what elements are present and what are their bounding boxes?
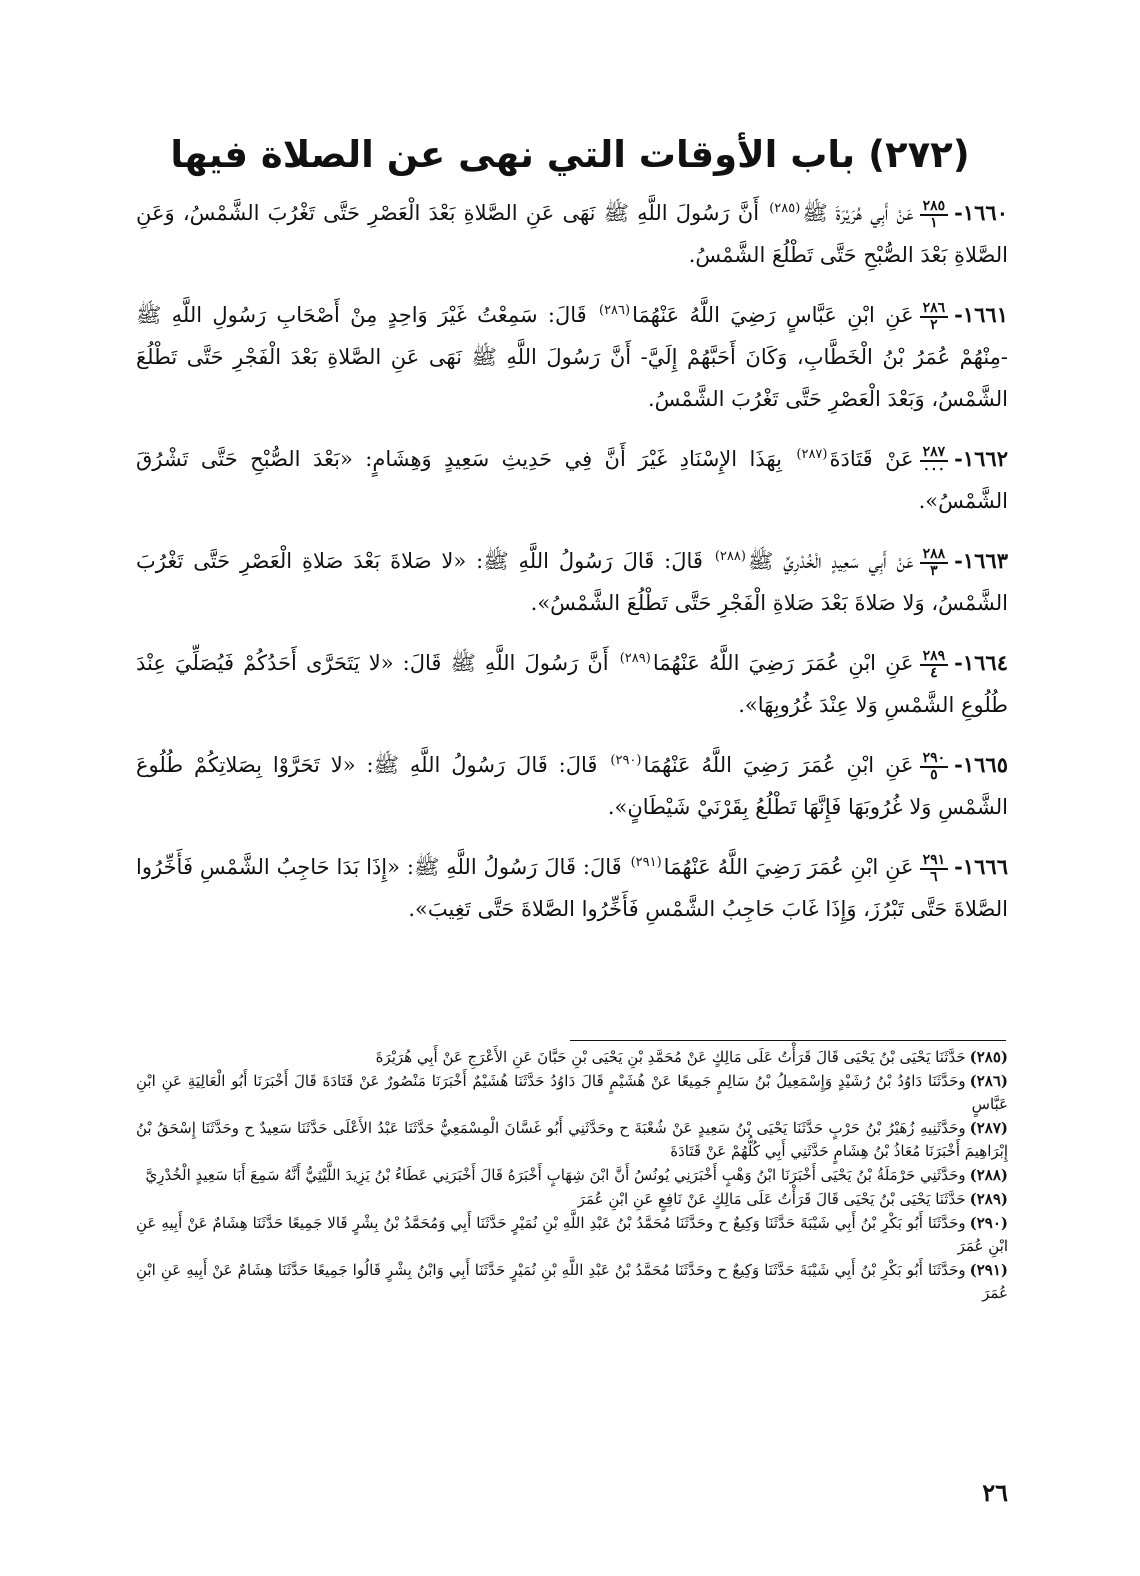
hadith-number: ١٦٦٤- (954, 650, 1008, 675)
footnote-number: (٢٨٥) (969, 1048, 1008, 1066)
hadith-number: ١٦٦٦- (954, 854, 1008, 879)
footnote-number: (٢٩١) (969, 1261, 1008, 1279)
hadith-text: قَالَ: قَالَ رَسُولُ اللَّهِ ﷺ: «لا تَحَرَّوْا بِصَلاتِكُمْ طُلُوعَ الشَّمْسِ وَلا غُرُوبَهَا فَإِنَّهَا تَطْلُعُ بِقَرْنَيْ شَيْطَانٍ». (136, 753, 1008, 819)
footnote-number: (٢٨٩) (969, 1190, 1008, 1208)
hadith-narrator: عَنْ أَبِي سَعِيدٍ الْخُدْرِيِّ ﷺ (747, 549, 914, 573)
hadith-fraction (920, 853, 949, 885)
fraction-top: ٢٨٩ (920, 649, 949, 666)
hadith-narrator: عَنِ ابْنِ عَبَّاسٍ رَضِيَ اللَّهُ عَنْهُمَا (632, 303, 914, 327)
hadith-narrator: عَنْ أَبِي هُرَيْرَةَ ﷺ (802, 201, 914, 225)
hadith (136, 638, 1008, 726)
hadith (136, 434, 1008, 522)
footnote-reference: (٢٨٩) (619, 651, 651, 666)
footnote-number: (٢٨٧) (969, 1119, 1008, 1137)
footnote-reference: (٢٨٦) (598, 303, 631, 318)
hadith (136, 740, 1008, 828)
footnote (136, 1259, 1008, 1305)
hadith-text: قَالَ: سَمِعْتُ غَيْرَ وَاحِدٍ مِنْ أَصْحَابِ رَسُولِ اللَّهِ ﷺ -مِنْهُمْ عُمَرُ بْنُ الْخَطَّابِ، وَكَانَ أَحَبَّهُمْ إِلَيَّ- أَنَّ رَسُولَ اللَّهِ ﷺ نَهَى عَنِ الصَّلاةِ بَعْدَ الْفَجْرِ حَتَّى تَطْلُعَ الشَّمْسُ، وَبَعْدَ الْعَصْرِ حَتَّى تَغْرُبَ الشَّمْسُ. (136, 303, 1008, 411)
hadith-text: أَنَّ رَسُولَ اللَّهِ ﷺ قَالَ: «لا يَتَحَرَّى أَحَدُكُمْ فَيُصَلِّيَ عِنْدَ طُلُوعِ الشَّمْسِ وَلا عِنْدَ غُرُوبِهَا». (136, 651, 1008, 717)
fraction-top: ٢٨٦ (920, 301, 949, 318)
hadith-fraction (920, 649, 949, 681)
hadith-list (136, 188, 1008, 944)
fraction-top: ٢٩١ (920, 853, 949, 870)
footnote-number: (٢٨٦) (969, 1072, 1008, 1090)
footnote-number: (٢٩٠) (969, 1214, 1008, 1232)
fraction-top: ٢٨٥ (920, 199, 949, 216)
footnote (136, 1070, 1008, 1116)
fraction-bottom: ٢ (930, 316, 938, 333)
hadith-fraction (920, 301, 949, 333)
hadith-narrator: عَنِ ابْنِ عُمَرَ رَضِيَ اللَّهُ عَنْهُمَا (663, 855, 914, 879)
fraction-bottom: ٣ (930, 562, 938, 579)
hadith-number: ١٦٦٥- (954, 752, 1008, 777)
hadith-text: أَنَّ رَسُولَ اللَّهِ ﷺ نَهَى عَنِ الصَّلاةِ بَعْدَ الْعَصْرِ حَتَّى تَغْرُبَ الشَّمْسُ، وَعَنِ الصَّلاةِ بَعْدَ الصُّبْحِ حَتَّى تَطْلُعَ الشَّمْسُ. (136, 201, 1008, 267)
hadith-number: ١٦٦٢- (954, 446, 1008, 471)
fraction-bottom: ١ (930, 214, 938, 231)
footnote-separator (570, 1040, 1006, 1041)
hadith (136, 188, 1008, 276)
fraction-top: ٢٩٠ (920, 751, 949, 768)
page-number: ٢٦ (982, 1478, 1008, 1507)
fraction-bottom: ٥ (930, 766, 938, 783)
footnote-reference: (٢٨٧) (796, 447, 828, 462)
hadith-fraction (920, 199, 949, 231)
footnote (136, 1046, 1008, 1069)
footnote-text: وحَدَّثَنَا أَبُو بَكْرِ بْنُ أَبِي شَيْبَةَ حَدَّثَنَا وَكِيعٌ ح وحَدَّثَنَا مُحَمَّدُ بْنُ عَبْدِ اللَّهِ بْنِ نُمَيْرٍ حَدَّثَنَا أَبِي وَابْنُ بِشْرٍ قَالُوا جَمِيعًا حَدَّثَنَا هِشَامٌ عَنْ أَبِيهِ عَنِ ابْنِ عُمَرَ (136, 1261, 1008, 1302)
hadith-text: قَالَ: قَالَ رَسُولُ اللَّهِ ﷺ: «إِذَا بَدَا حَاجِبُ الشَّمْسِ فَأَخِّرُوا الصَّلاةَ حَتَّى تَبْرُزَ، وَإِذَا غَابَ حَاجِبُ الشَّمْسِ فَأَخِّرُوا الصَّلاةَ حَتَّى تَغِيبَ». (136, 855, 1008, 921)
hadith-fraction (920, 547, 949, 579)
hadith (136, 290, 1008, 420)
hadith-fraction (920, 751, 949, 783)
hadith-narrator: عَنِ ابْنِ عُمَرَ رَضِيَ اللَّهُ عَنْهُمَا (652, 651, 914, 675)
hadith (136, 842, 1008, 930)
footnote (136, 1117, 1008, 1163)
footnote-text: وحَدَّثَنِي حَرْمَلَةُ بْنُ يَحْيَى أَخْبَرَنَا ابْنُ وَهْبٍ أَخْبَرَنِي يُونُسُ أَنَّ ابْنَ شِهَابٍ أَخْبَرَهُ قَالَ أَخْبَرَنِي عَطَاءُ بْنُ يَزِيدَ اللَّيْثِيُّ أَنَّهُ سَمِعَ أَبَا سَعِيدٍ الْخُدْرِيَّ (145, 1166, 966, 1184)
footnote-list (136, 1046, 1008, 1306)
fraction-bottom: ٤ (930, 664, 938, 681)
footnote (136, 1212, 1008, 1258)
fraction-top: ٢٨٧ (920, 445, 949, 462)
footnote-text: حَدَّثَنَا يَحْيَى بْنُ يَحْيَى قَالَ قَرَأْتُ عَلَى مَالِكٍ عَنْ نَافِعٍ عَنِ ابْنِ عُمَرَ (577, 1190, 966, 1208)
fraction-bottom: ٠٠٠ (922, 460, 946, 477)
chapter-title: (٢٧٢) باب الأوقات التي نهى عن الصلاة فيها (170, 132, 970, 176)
footnote-reference: (٢٩٠) (610, 753, 642, 768)
footnote-text: وحَدَّثَنِيهِ زُهَيْرُ بْنُ حَرْبٍ حَدَّثَنَا يَحْيَى بْنُ سَعِيدٍ عَنْ شُعْبَةَ ح وحَدَّثَنِي أَبُو غَسَّانَ الْمِسْمَعِيُّ حَدَّثَنَا عَبْدُ الأَعْلَى حَدَّثَنَا سَعِيدٌ ح وحَدَّثَنَا إِسْحَقُ بْنُ إِبْرَاهِيمَ أَخْبَرَنَا مُعَاذُ بْنُ هِشَامٍ حَدَّثَنِي أَبِي كُلُّهُمْ عَنْ قَتَادَةَ (136, 1119, 1008, 1160)
footnote-reference: (٢٨٥) (769, 201, 801, 216)
hadith-fraction (920, 445, 949, 477)
hadith (136, 536, 1008, 624)
hadith-narrator: عَنْ قَتَادَةَ (829, 447, 914, 471)
footnote (136, 1164, 1008, 1187)
hadith-number: ١٦٦٣- (954, 548, 1008, 573)
footnote-reference: (٢٩١) (630, 855, 662, 870)
hadith-text: بِهَذَا الإِسْنَادِ غَيْرَ أَنَّ فِي حَدِيثِ سَعِيدٍ وَهِشَامٍ: «بَعْدَ الصُّبْحِ حَتَّى تَشْرُقَ الشَّمْسُ». (136, 447, 1008, 513)
hadith-text: قَالَ: قَالَ رَسُولُ اللَّهِ ﷺ: «لا صَلاةَ بَعْدَ صَلاةِ الْعَصْرِ حَتَّى تَغْرُبَ الشَّمْسُ، وَلا صَلاةَ بَعْدَ صَلاةِ الْفَجْرِ حَتَّى تَطْلُعَ الشَّمْسُ». (136, 549, 1008, 615)
footnote-text: وحَدَّثَنَا أَبُو بَكْرِ بْنُ أَبِي شَيْبَةَ حَدَّثَنَا وَكِيعٌ ح وحَدَّثَنَا مُحَمَّدُ بْنُ عَبْدِ اللَّهِ بْنِ نُمَيْرٍ حَدَّثَنَا أَبِي وَمُحَمَّدُ بْنُ بِشْرٍ قَالا جَمِيعًا حَدَّثَنَا هِشَامٌ عَنْ أَبِيهِ عَنِ ابْنِ عُمَرَ (136, 1214, 1008, 1255)
fraction-top: ٢٨٨ (920, 547, 949, 564)
footnote (136, 1188, 1008, 1211)
footnote-reference: (٢٨٨) (714, 549, 746, 564)
hadith-narrator: عَنِ ابْنِ عُمَرَ رَضِيَ اللَّهُ عَنْهُمَا (643, 753, 914, 777)
hadith-number: ١٦٦٠- (954, 200, 1008, 225)
footnote-number: (٢٨٨) (969, 1166, 1008, 1184)
fraction-bottom: ٦ (930, 868, 938, 885)
footnote-text: حَدَّثَنَا يَحْيَى بْنُ يَحْيَى قَالَ قَرَأْتُ عَلَى مَالِكٍ عَنْ مُحَمَّدِ بْنِ يَحْيَى بْنِ حَبَّانَ عَنِ الأَعْرَجِ عَنْ أَبِي هُرَيْرَةَ (375, 1048, 966, 1066)
footnote-text: وحَدَّثَنَا دَاوُدُ بْنُ رُشَيْدٍ وَإِسْمَعِيلُ بْنُ سَالِمٍ جَمِيعًا عَنْ هُشَيْمٍ قَالَ دَاوُدُ حَدَّثَنَا هُشَيْمٌ أَخْبَرَنَا مَنْصُورٌ عَنْ قَتَادَةَ قَالَ أَخْبَرَنَا أَبُو الْعَالِيَةِ عَنِ ابْنِ عَبَّاسٍ (136, 1072, 1008, 1113)
hadith-number: ١٦٦١- (954, 302, 1008, 327)
